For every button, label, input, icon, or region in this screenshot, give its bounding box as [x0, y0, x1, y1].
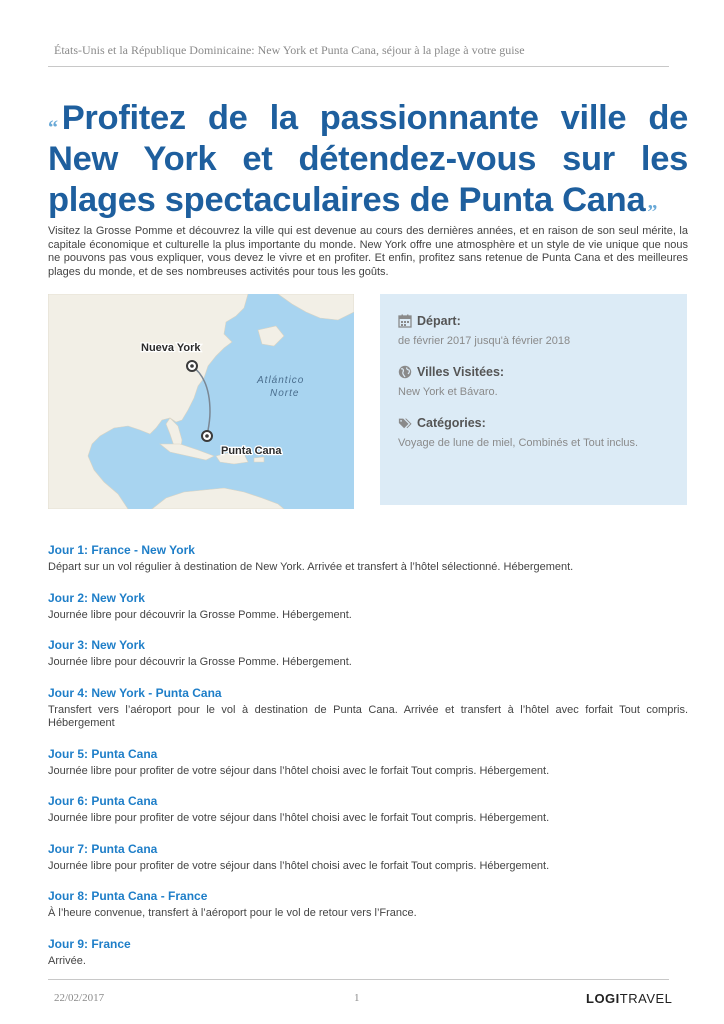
map-label-punta-cana: Punta Cana [221, 445, 282, 457]
day-description: Journée libre pour découvrir la Grosse Pomme. Hébergement. [48, 656, 352, 668]
day-title: Jour 4: New York - Punta Cana [48, 685, 222, 700]
itinerary-day [48, 686, 688, 731]
day-description: Journée libre pour profiter de votre séjour dans l’hôtel choisi avec le forfait Tout compris. Hébergement. [48, 859, 550, 872]
globe-icon [398, 365, 412, 379]
itinerary-day [48, 889, 688, 921]
cities-block [398, 363, 669, 399]
itinerary-day [48, 937, 688, 969]
day-description: À l’heure convenue, transfert à l’aéroport pour le vol de retour vers l’France. [48, 907, 417, 919]
departure-label: Départ: [417, 314, 461, 328]
map-label-ocean-line1: Atlántico [257, 375, 305, 386]
day-description: Journée libre pour profiter de votre séjour dans l’hôtel choisi avec le forfait Tout compris. Hébergement. [48, 812, 550, 824]
day-title: Jour 7: Punta Cana [48, 841, 158, 856]
header-divider [48, 66, 669, 67]
departure-value: de février 2017 jusqu'à février 2018 [398, 335, 571, 347]
open-quote-mark: “ [48, 117, 58, 139]
punta-cana-marker-dot [205, 434, 209, 438]
puerto-rico-island [254, 457, 264, 462]
trip-info-panel [380, 294, 687, 505]
day-title: Jour 2: New York [48, 590, 145, 605]
new-york-marker-dot [190, 364, 194, 368]
itinerary-day [48, 543, 688, 575]
day-title: Jour 6: Punta Cana [48, 794, 158, 808]
day-description: Journée libre pour découvrir la Grosse Pomme. Hébergement. [48, 608, 352, 621]
logitravel-logo [586, 991, 672, 1006]
map-label-ocean-line2: Norte [270, 388, 300, 399]
footer-divider [48, 979, 669, 980]
cities-title [398, 363, 669, 381]
itinerary-day [48, 842, 688, 874]
intro-paragraph: Visitez la Grosse Pomme et découvrez la ville qui est devenue au cours des dernières années, et en raison de son seul mérite, la capitale économique et culturelle la plus importante du monde. New York offre une atmosphère et un style de vie unique que nous ne pouvons pas vous expliquer, vous devez le vivre et en profiter. Et enfin, profitez sans retenue de Punta Cana et des meilleures plages du monde, et de ses nombreuses activités pour tous les goûts. [48, 225, 688, 278]
itinerary-day [48, 591, 688, 623]
departure-block [398, 312, 669, 348]
itinerary-list [48, 543, 688, 984]
day-title: Jour 8: Punta Cana - France [48, 889, 208, 903]
categories-block [398, 414, 669, 450]
logo-light-part: TRAVEL [619, 991, 673, 1006]
page-number: 1 [354, 992, 360, 1004]
day-description: Transfert vers l’aéroport pour le vol à destination de Punta Cana. Arrivée et transfert à l’hôtel avec forfait Tout compris. Hébergement [48, 703, 688, 729]
footer-date: 22/02/2017 [54, 992, 105, 1004]
day-title: Jour 1: France - New York [48, 543, 195, 557]
categories-value: Voyage de lune de miel, Combinés et Tout inclus. [398, 437, 639, 449]
itinerary-day [48, 794, 688, 826]
close-quote-mark: ” [647, 201, 658, 223]
categories-title [398, 414, 669, 432]
day-title: Jour 5: Punta Cana [48, 746, 158, 761]
day-title: Jour 9: France [48, 936, 131, 951]
route-map-graphic [48, 294, 354, 509]
itinerary-day [48, 747, 688, 779]
day-title: Jour 3: New York [48, 638, 145, 652]
itinerary-day [48, 638, 688, 670]
cities-label: Villes Visitées: [417, 365, 505, 379]
calendar-icon [398, 314, 412, 328]
tags-icon [398, 416, 412, 430]
page-title-text: Profitez de la passionnante ville de New York et détendez-vous sur les plages spectaculaires de Punta Cana [48, 99, 688, 219]
departure-title [398, 312, 669, 330]
map-label-new-york: Nueva York [141, 342, 201, 354]
categories-label: Catégories: [417, 416, 486, 430]
running-header: États-Unis et la République Dominicaine: New York et Punta Cana, séjour à la plage à votre guise [54, 43, 525, 57]
logo-bold-part: LOGI [586, 991, 620, 1006]
day-description: Départ sur un vol régulier à destination de New York. Arrivée et transfert à l’hôtel sélectionné. Hébergement. [48, 561, 574, 573]
page-title [48, 98, 688, 221]
cities-value: New York et Bávaro. [398, 386, 498, 398]
route-map [48, 294, 354, 509]
day-description: Arrivée. [48, 954, 86, 967]
day-description: Journée libre pour profiter de votre séjour dans l’hôtel choisi avec le forfait Tout compris. Hébergement. [48, 764, 550, 777]
